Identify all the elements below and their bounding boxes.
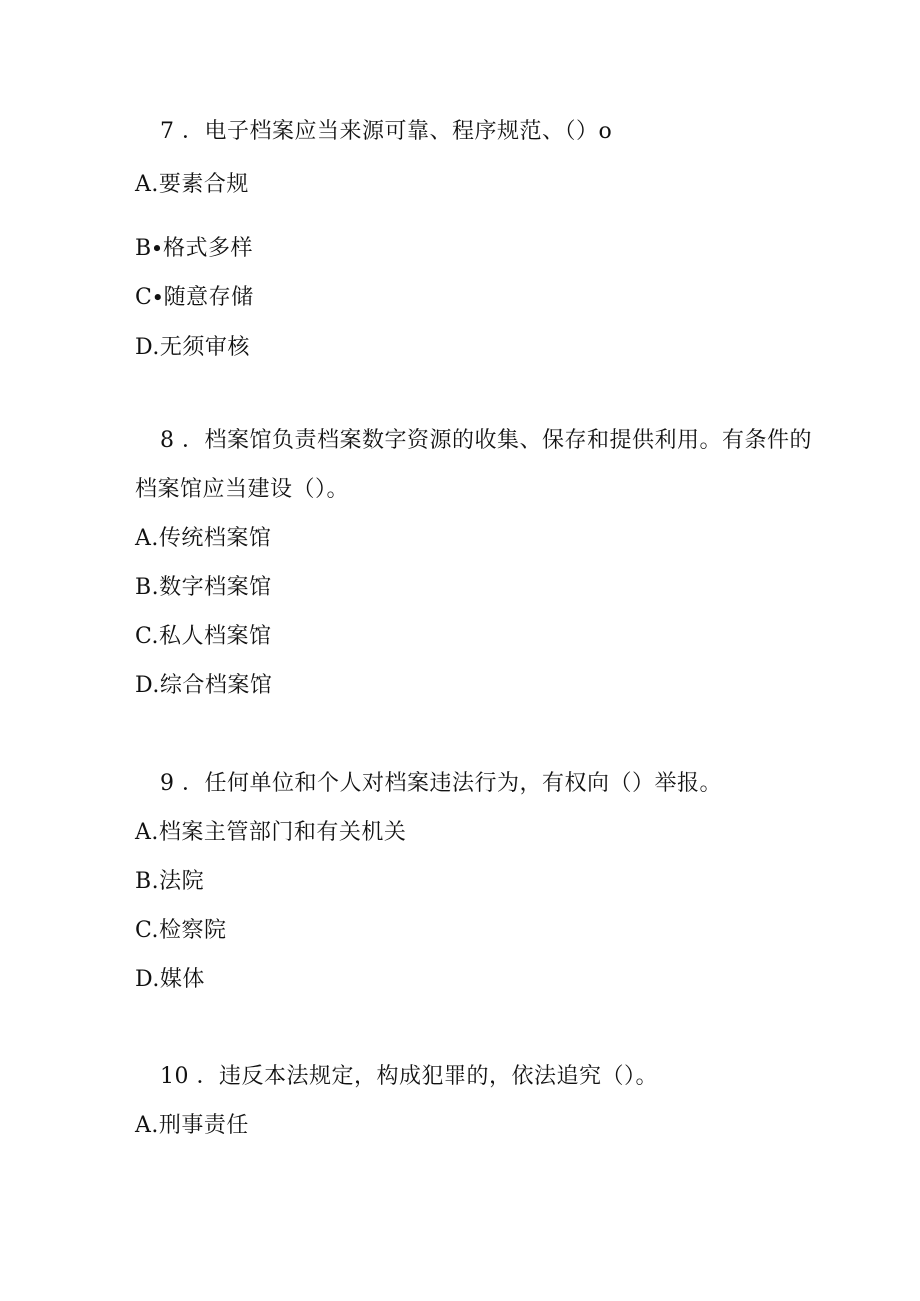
- question-9-option-b: B.法院: [135, 869, 205, 894]
- question-7-option-a: A.要素合规: [135, 172, 249, 197]
- question-9-option-c: C.检察院: [135, 918, 227, 943]
- question-9-option-a: A.档案主管部门和有关机关: [135, 820, 407, 845]
- question-7-option-c: C∙随意存储: [135, 285, 254, 310]
- question-8-option-a: A.传统档案馆: [135, 526, 272, 551]
- question-9-stem: 9 ．任何单位和个人对档案违法行为，有权向（）举报。: [160, 771, 722, 796]
- question-8-stem-line-1: 8 ．档案馆负责档案数字资源的收集、保存和提供利用。有条件的: [160, 428, 812, 453]
- question-7-option-d: D.无须审核: [135, 335, 250, 360]
- question-8-option-d: D.综合档案馆: [135, 673, 273, 698]
- question-10-option-a: A.刑事责任: [135, 1113, 249, 1138]
- question-8-stem-line-2: 档案馆应当建设（）。: [135, 477, 350, 502]
- question-7-option-b: B∙格式多样: [135, 236, 253, 261]
- question-9-option-d: D.媒体: [135, 967, 205, 992]
- question-8-option-b: B.数字档案馆: [135, 575, 272, 600]
- question-8-option-c: C.私人档案馆: [135, 624, 272, 649]
- question-7-stem: 7 ．电子档案应当来源可靠、程序规范、（）o: [160, 119, 613, 144]
- question-10-stem: 10 ．违反本法规定，构成犯罪的，依法追究（）。: [160, 1064, 658, 1089]
